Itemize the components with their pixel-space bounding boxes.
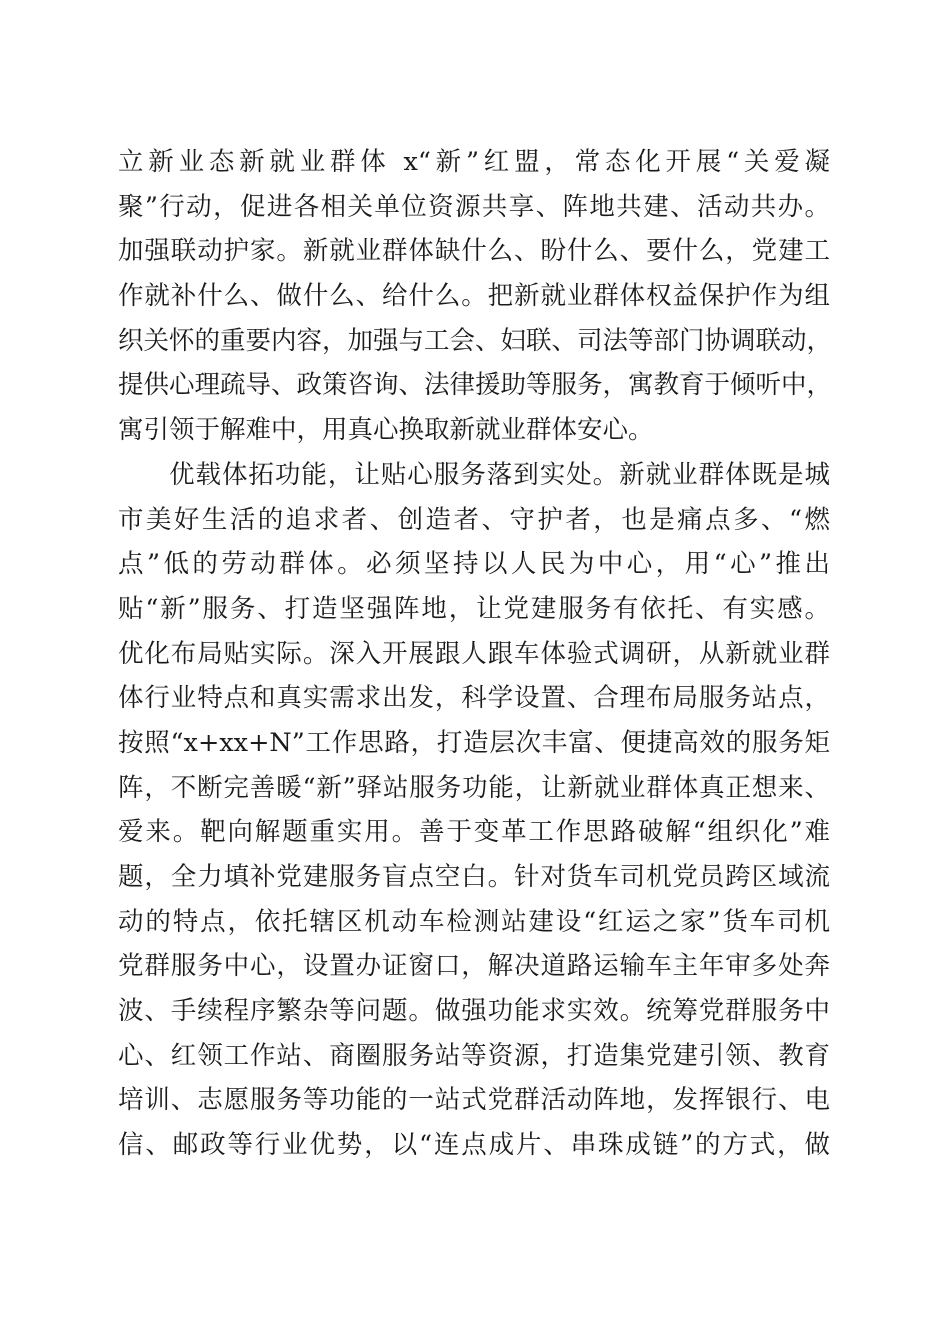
text-line: 党群服务中心，设置办证窗口，解决道路运输车主年审多处奔 (118, 951, 830, 982)
text-line: 提供心理疏导、政策咨询、法律援助等服务，寓教育于倾听中， (118, 370, 833, 401)
text-line: 作就补什么、做什么、给什么。把新就业群体权益保护作为组 (118, 281, 830, 312)
text-line: 动的特点，依托辖区机动车检测站建设“红运之家”货车司机 (118, 906, 830, 937)
text-line: 寓引领于解难中，用真心换取新就业群体安心。 (118, 415, 654, 446)
text-line: 体行业特点和真实需求出发，科学设置、合理布局服务站点， (118, 683, 830, 714)
text-line: 信、邮政等行业优势，以“连点成片、串珠成链”的方式，做 (118, 1130, 830, 1161)
text-line: 优化布局贴实际。深入开展跟人跟车体验式调研，从新就业群 (118, 638, 830, 669)
text-line: 阵，不断完善暖“新”驿站服务功能，让新就业群体真正想来、 (118, 772, 830, 803)
text-line: 点”低的劳动群体。必须坚持以人民为中心，用“心”推出 (118, 549, 830, 580)
text-line: 加强联动护家。新就业群体缺什么、盼什么、要什么，党建工 (118, 236, 830, 267)
text-line: 波、手续程序繁杂等问题。做强功能求实效。统筹党群服务中 (118, 996, 830, 1027)
paragraph-start-line: 优载体拓功能，让贴心服务落到实处。新就业群体既是城 (169, 459, 830, 490)
text-line: 培训、志愿服务等功能的一站式党群活动阵地，发挥银行、电 (118, 1085, 830, 1116)
body-text (118, 140, 833, 1168)
text-line: 市美好生活的追求者、创造者、守护者，也是痛点多、“燃 (118, 504, 830, 535)
text-line: 按照“x+xx+N”工作思路，打造层次丰富、便捷高效的服务矩 (118, 727, 830, 758)
text-line: 聚”行动，促进各相关单位资源共享、阵地共建、活动共办。 (118, 191, 830, 222)
text-line: 织关怀的重要内容，加强与工会、妇联、司法等部门协调联动， (118, 325, 833, 356)
text-line: 爱来。靶向解题重实用。善于变革工作思路破解“组织化”难 (118, 817, 830, 848)
text-line: 立新业态新就业群体 x“新”红盟，常态化开展“关爱凝 (118, 147, 830, 177)
text-line: 贴“新”服务、打造坚强阵地，让党建服务有依托、有实感。 (118, 593, 830, 624)
text-line: 心、红领工作站、商圈服务站等资源，打造集党建引领、教育 (118, 1040, 830, 1071)
text-line: 题，全力填补党建服务盲点空白。针对货车司机党员跨区域流 (118, 862, 830, 892)
